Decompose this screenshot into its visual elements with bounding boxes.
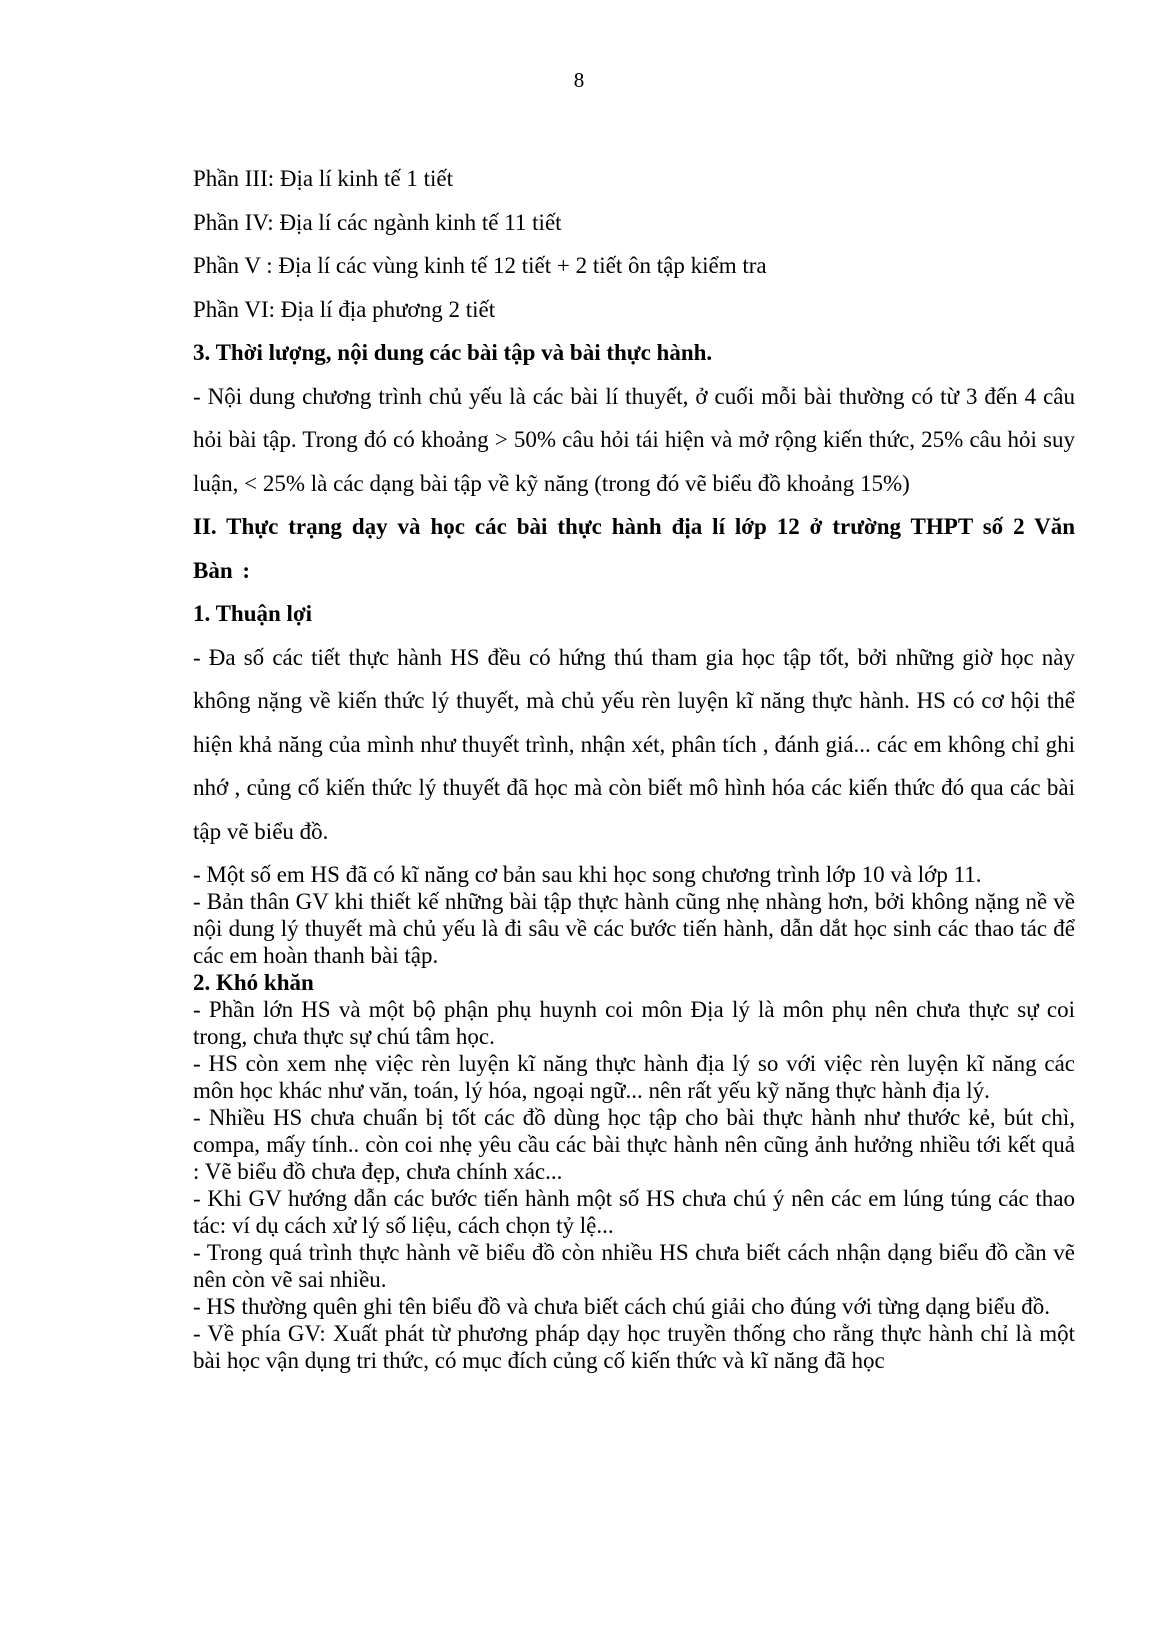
difficulties-item: - HS còn xem nhẹ việc rèn luyện kĩ năng thực hành địa lý so với việc rèn luyện kĩ năng các môn học khác như văn, toán, lý hóa, ngoại ngữ... nên rất yếu kỹ năng thực hành địa lý. (193, 1051, 1075, 1103)
page-number: 8 (573, 68, 585, 92)
advantages-paragraph: - Đa số các tiết thực hành HS đều có hứng thú tham gia học tập tốt, bởi những giờ học này không nặng về kiến thức lý thuyết, mà chủ yếu rèn luyện kĩ năng thực hành. HS có cơ hội thể hiện khả năng của mình như thuyết trình, nhận xét, phân tích , đánh giá... các em không chỉ ghi nhớ , củng cố kiến thức lý thuyết đã học mà còn biết mô hình hóa các kiến thức đó qua các bài tập vẽ biểu đồ. (193, 644, 1075, 844)
tight-section (193, 861, 1075, 1374)
difficulties-item: - Trong quá trình thực hành vẽ biểu đồ còn nhiều HS chưa biết cách nhận dạng biểu đồ cần vẽ nên còn vẽ sai nhiều. (193, 1240, 1075, 1292)
part-5-line: Phần V : Địa lí các vùng kinh tế 12 tiết + 2 tiết ôn tập kiểm tra (193, 253, 767, 278)
section-3-heading: 3. Thời lượng, nội dung các bài tập và bài thực hành. (193, 340, 713, 365)
advantages-item: - Bản thân GV khi thiết kế những bài tập thực hành cũng nhẹ nhàng hơn, bởi không nặng nề về nội dung lý thuyết mà chủ yếu là đi sâu về các bước tiến hành, dẫn dắt học sinh các thao tác để các em hoàn thanh bài tập. (193, 889, 1075, 968)
advantages-heading: 1. Thuận lợi (193, 601, 313, 626)
difficulties-item: - HS thường quên ghi tên biểu đồ và chưa biết cách chú giải cho đúng với từng dạng biểu đồ. (193, 1294, 1050, 1319)
difficulties-heading: 2. Khó khăn (193, 970, 314, 995)
difficulties-item: - Về phía GV: Xuất phát từ phương pháp dạy học truyền thống cho rằng thực hành chỉ là một bài học vận dụng tri thức, có mục đích củng cố kiến thức và kĩ năng đã học (193, 1321, 1075, 1373)
advantages-item: - Một số em HS đã có kĩ năng cơ bản sau khi học song chương trình lớp 10 và lớp 11. (193, 862, 982, 887)
part-4-line: Phần IV: Địa lí các ngành kinh tế 11 tiết (193, 209, 562, 235)
document-body (193, 157, 1075, 1374)
part-3-line: Phần III: Địa lí kinh tế 1 tiết (193, 166, 453, 191)
part-6-line: Phần VI: Địa lí địa phương 2 tiết (193, 296, 496, 322)
difficulties-item: - Khi GV hướng dẫn các bước tiến hành một số HS chưa chú ý nên các em lúng túng các thao tác: ví dụ cách xử lý số liệu, cách chọn tỷ lệ... (193, 1186, 1075, 1238)
difficulties-item: - Phần lớn HS và một bộ phận phụ huynh coi môn Địa lý là môn phụ nên chưa thực sự coi trong, chưa thực sự chú tâm học. (193, 997, 1075, 1049)
section-3-paragraph: - Nội dung chương trình chủ yếu là các bài lí thuyết, ở cuối mỗi bài thường có từ 3 đến 4 câu hỏi bài tập. Trong đó có khoảng > 50% câu hỏi tái hiện và mở rộng kiến thức, 25% câu hỏi suy luận, < 25% là các dạng bài tập về kỹ năng (trong đó vẽ biểu đồ khoảng 15%) (193, 383, 1075, 496)
loose-section (193, 157, 1075, 853)
section-ii-heading: II. Thực trạng dạy và học các bài thực hành địa lí lớp 12 ở trường THPT số 2 Văn Bàn : (193, 514, 1075, 583)
difficulties-item: - Nhiều HS chưa chuẩn bị tốt các đồ dùng học tập cho bài thực hành như thước kẻ, bút chì, compa, mấy tính.. còn coi nhẹ yêu cầu các bài thực hành nên cũng ảnh hưởng nhiều tới kết quả : Vẽ biểu đồ chưa đẹp, chưa chính xác... (193, 1105, 1075, 1184)
